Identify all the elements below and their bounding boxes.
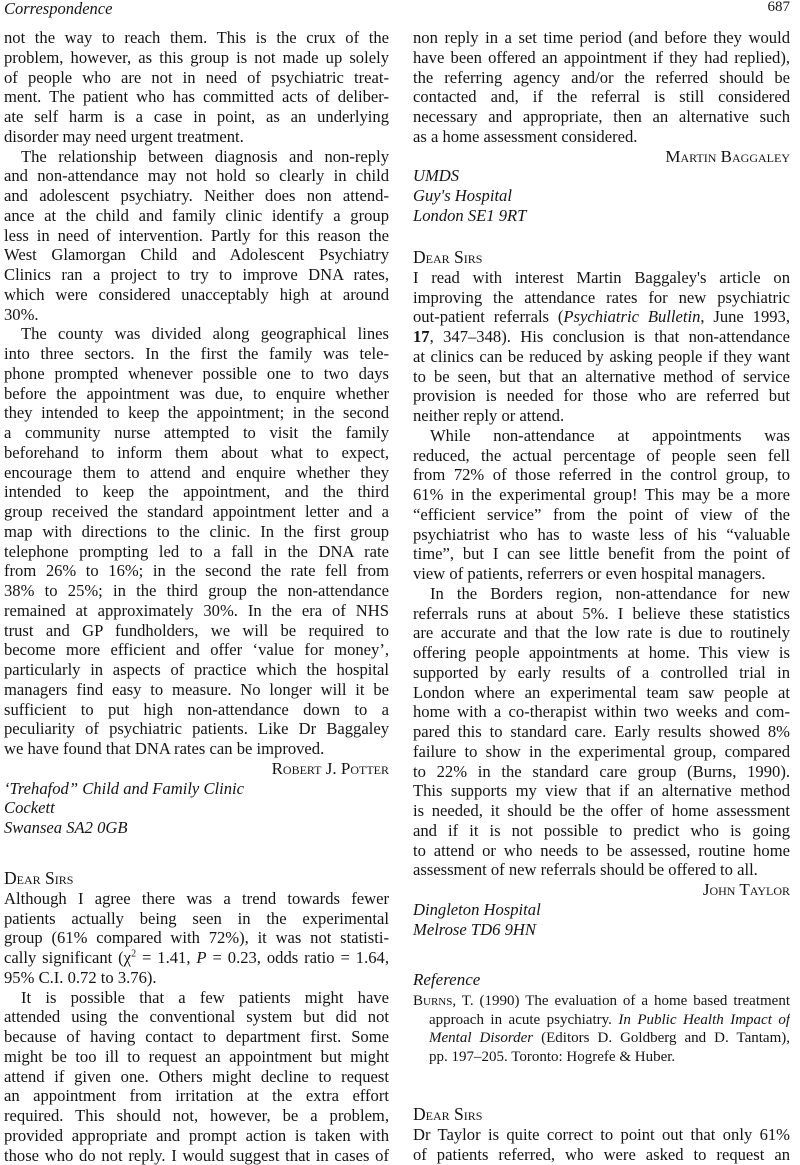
text-line <box>4 324 389 344</box>
paragraph <box>4 988 389 1165</box>
line-text: map with directions to the clinic. In the first group <box>4 522 389 541</box>
line-text: have been offered an appointment if they had replied), <box>413 48 790 67</box>
line-text: pared this to standard care. Early results showed 8% <box>413 722 790 741</box>
text-line <box>4 463 389 483</box>
line-text: West Glamorgan Child and Adolescent Psychiatry <box>4 245 389 264</box>
text-line <box>413 1048 790 1067</box>
text-line <box>413 992 790 1011</box>
text-line <box>413 485 790 505</box>
line-text: group received the standard appointment letter and a <box>4 502 389 521</box>
text-line <box>413 544 790 564</box>
paragraph <box>4 324 389 759</box>
text-line <box>4 305 389 325</box>
text-run: Mental Disorder <box>429 1030 533 1046</box>
letter-baggaley-part2 <box>413 28 790 226</box>
line-text <box>4 948 389 967</box>
salutation: Dear Sirs <box>413 248 790 268</box>
text-line <box>4 482 389 502</box>
line-text: phone prompted whenever possible one to two days <box>4 364 389 383</box>
paragraph <box>4 28 389 147</box>
text-line <box>4 889 389 909</box>
line-text: It is possible that a few patients might have <box>21 988 389 1007</box>
text-line <box>4 285 389 305</box>
signature: John Taylor <box>413 880 790 900</box>
line-text: peculiarity of psychiatric patients. Like Dr Baggaley <box>4 719 389 738</box>
line-text: time”, but I can see little benefit from the point of <box>413 544 790 563</box>
text-line <box>413 307 790 327</box>
line-text: “efficient service” from the point of view of the <box>413 505 790 524</box>
text-run: Psychiatric Bulletin <box>563 307 700 326</box>
text-line <box>413 127 790 147</box>
text-line <box>4 48 389 68</box>
text-line <box>413 525 790 545</box>
line-text: provided appropriate and prompt action is taken with <box>4 1126 389 1145</box>
line-text: ate self harm is a case in point, as an underlying <box>4 107 389 126</box>
text-line <box>4 245 389 265</box>
line-text: I read with interest Martin Baggaley's article on <box>413 268 790 287</box>
line-text: from 72% of those referred in the control group, to <box>413 465 790 484</box>
line-text: contacted and, if the referral is still considered <box>413 87 790 106</box>
address-line: Guy's Hospital <box>413 186 790 206</box>
text-line <box>4 640 389 660</box>
text-line <box>4 265 389 285</box>
line-text: improving the attendance rates for new psychiatric <box>413 288 790 307</box>
text-run: cally significant (χ <box>4 948 131 967</box>
paragraph <box>4 147 389 325</box>
text-line <box>413 1029 790 1048</box>
text-line <box>4 166 389 186</box>
address-line: Swansea SA2 0GB <box>4 818 389 838</box>
line-text: disorder may need urgent treatment. <box>4 127 244 146</box>
line-text: 95% C.I. 0.72 to 3.76). <box>4 968 157 987</box>
text-line <box>4 1067 389 1087</box>
line-text: encourage them to attend and enquire whether they <box>4 463 389 482</box>
line-text: and adolescent psychiatry. Neither does non attend- <box>4 186 389 205</box>
line-text: of patients referred, who were asked to request an <box>413 1145 790 1164</box>
text-line <box>4 948 389 968</box>
line-text: This supports my view that if an alternative method <box>413 781 790 800</box>
paragraph <box>413 426 790 584</box>
text-line <box>413 841 790 861</box>
line-text: home with a co-therapist within two weeks and com- <box>413 702 790 721</box>
line-text: Clinics ran a project to try to improve DNA rates, <box>4 265 389 284</box>
address-line: UMDS <box>413 166 790 186</box>
salutation: Dear Sirs <box>413 1105 790 1125</box>
text-run: In Public Health Impact of <box>618 1012 790 1028</box>
line-text: intended to keep the appointment, and the third <box>4 482 389 501</box>
text-line <box>413 68 790 88</box>
text-line <box>4 601 389 621</box>
text-line <box>413 781 790 801</box>
text-run: 2 <box>131 948 136 959</box>
paragraph <box>413 28 790 147</box>
line-text: group (61% compared with 72%), it was not statisti- <box>4 928 389 947</box>
line-text: The county was divided along geographical lines <box>21 324 389 343</box>
line-text: ment. The patient who has committed acts of deliber- <box>4 87 389 106</box>
text-line <box>4 1146 389 1165</box>
text-line <box>4 909 389 929</box>
line-text: and if it is not possible to predict who is going <box>413 821 790 840</box>
address-line: ‘Trehafod” Child and Family Clinic <box>4 779 389 799</box>
reference-section <box>413 970 790 1066</box>
letter-reply <box>413 1105 790 1164</box>
line-text: particularly in aspects of practice which the hospital <box>4 660 389 679</box>
text-line <box>4 621 389 641</box>
text-line <box>4 344 389 364</box>
text-line <box>4 127 389 147</box>
text-line <box>4 186 389 206</box>
text-line <box>413 801 790 821</box>
text-line <box>413 288 790 308</box>
text-line <box>413 821 790 841</box>
line-text: managers find easy to measure. No longer will it be <box>4 680 389 699</box>
text-run: Burns <box>413 993 452 1009</box>
text-line <box>413 28 790 48</box>
text-line <box>4 423 389 443</box>
text-line <box>413 604 790 624</box>
text-run: = 0.23, odds ratio = 1.64, <box>207 948 389 967</box>
text-line <box>4 384 389 404</box>
line-text: attend if given one. Others might decline to request <box>4 1067 389 1086</box>
text-line <box>413 722 790 742</box>
text-line <box>413 268 790 288</box>
line-text <box>429 1012 790 1028</box>
line-text: The relationship between diagnosis and non-reply <box>21 147 389 166</box>
text-line <box>4 968 389 988</box>
text-line <box>413 505 790 525</box>
line-text: neither reply or attend. <box>413 406 564 425</box>
reference-list <box>413 992 790 1066</box>
text-line <box>4 1106 389 1126</box>
line-text: ance at the child and family clinic identify a group <box>4 206 389 225</box>
line-text: London where an experimental team saw people at <box>413 683 790 702</box>
text-line <box>4 988 389 1008</box>
text-line <box>4 107 389 127</box>
text-line <box>413 107 790 127</box>
line-text: 61% in the experimental group! This may be a more <box>413 485 790 504</box>
letter-potter <box>4 28 389 838</box>
text-line <box>4 68 389 88</box>
text-line <box>4 522 389 542</box>
letter-body <box>413 1125 790 1165</box>
letter-body <box>4 889 389 1165</box>
line-text: an appointment from irritation at the extra effort <box>4 1086 389 1105</box>
text-run: = 1.41, <box>136 948 196 967</box>
line-text: which were considered unacceptably high at around <box>4 285 389 304</box>
text-run: 17 <box>413 327 430 346</box>
text-line <box>413 48 790 68</box>
line-text: attended using the conventional system but did not <box>4 1007 389 1026</box>
text-line <box>4 364 389 384</box>
text-line <box>413 347 790 367</box>
text-line <box>4 1086 389 1106</box>
line-text: 38% to 25%; in the third group the non-attendance <box>4 581 389 600</box>
line-text: from 26% to 16%; in the second the rate fell from <box>4 561 389 580</box>
reference-entry <box>413 992 790 1066</box>
text-line <box>413 327 790 347</box>
address-line: Melrose TD6 9HN <box>413 920 790 940</box>
line-text: might be too ill to request an appointment but might <box>4 1047 389 1066</box>
text-line <box>413 406 790 426</box>
text-line <box>413 762 790 782</box>
line-text: those who do not reply. I would suggest that in cases of <box>4 1146 389 1165</box>
signature: Robert J. Potter <box>4 759 389 779</box>
line-text: at clinics can be reduced by asking people if they want <box>413 347 790 366</box>
line-text: of people who are not in need of psychiatric treat- <box>4 68 389 87</box>
address-line: Cockett <box>4 798 389 818</box>
text-line <box>4 928 389 948</box>
line-text <box>413 327 790 346</box>
line-text: they intended to keep the appointment; in the second <box>4 403 389 422</box>
text-line <box>4 561 389 581</box>
text-line <box>413 87 790 107</box>
text-line <box>413 643 790 663</box>
letter-body <box>413 28 790 147</box>
text-line <box>413 564 790 584</box>
letter-body <box>413 268 790 880</box>
text-line <box>4 1007 389 1027</box>
line-text: is needed, it should be the offer of home assessment <box>413 801 790 820</box>
text-line <box>4 1126 389 1146</box>
text-line <box>4 502 389 522</box>
line-text: patients actually being seen in the experimental <box>4 909 389 928</box>
text-run: P <box>196 948 206 967</box>
line-text: to be seen, but that an alternative method of service <box>413 367 790 386</box>
line-text: Although I agree there was a trend towards fewer <box>4 889 389 908</box>
line-text: into three sectors. In the first the family was tele- <box>4 344 389 363</box>
line-text: sufficient to put high non-attendance down to a <box>4 700 389 719</box>
line-text: are accurate and that the low rate is due to routinely <box>413 623 790 642</box>
salutation: Dear Sirs <box>4 869 389 889</box>
text-run: , T. (1990) The evaluation of a home based treatment <box>452 993 790 1009</box>
line-text: provision is needed for those who are referred but <box>413 386 790 405</box>
page-number: 687 <box>768 0 791 16</box>
text-line <box>4 700 389 720</box>
text-line <box>413 367 790 387</box>
line-text: telephone prompting led to a fall in the DNA rate <box>4 542 389 561</box>
text-line <box>413 386 790 406</box>
text-line <box>4 719 389 739</box>
text-line <box>413 426 790 446</box>
line-text: referrals runs at about 5%. I believe these statistics <box>413 604 790 623</box>
text-line <box>4 542 389 562</box>
text-line <box>413 1125 790 1145</box>
text-line <box>413 742 790 762</box>
line-text: failure to show in the experimental group, compared <box>413 742 790 761</box>
line-text: supported by early results of a controlled trial in <box>413 663 790 682</box>
text-run: , 347–348). His conclusion is that non-attendance <box>430 327 790 346</box>
paragraph <box>413 268 790 426</box>
text-run: (Editors D. Goldberg and D. Tantam), <box>533 1030 790 1046</box>
text-run: approach in acute psychiatry. <box>429 1012 618 1028</box>
line-text: beforehand to inform them about what to expect, <box>4 443 389 462</box>
line-text: non reply in a set time period (and before they would <box>413 28 790 47</box>
text-line <box>4 206 389 226</box>
text-line <box>413 623 790 643</box>
text-line <box>4 87 389 107</box>
line-text: to attend or who needs to be assessed, routine home <box>413 841 790 860</box>
letter-baggaley-part1 <box>4 869 389 1165</box>
text-line <box>413 1011 790 1030</box>
text-line <box>413 584 790 604</box>
text-line <box>4 680 389 700</box>
line-text: because of having contact to department first. Some <box>4 1027 389 1046</box>
text-line <box>4 443 389 463</box>
text-line <box>4 660 389 680</box>
line-text: assessment of new referrals should be offered to all. <box>413 860 758 879</box>
paragraph <box>413 584 790 880</box>
line-text: reduced, the actual percentage of people seen fell <box>413 446 790 465</box>
line-text: less in need of intervention. Partly for this reason the <box>4 226 389 245</box>
line-text: before the appointment was due, to enquire whether <box>4 384 389 403</box>
line-text: In the Borders region, non-attendance for new <box>430 584 790 603</box>
text-line <box>413 683 790 703</box>
line-text: not the way to reach them. This is the crux of the <box>4 28 389 47</box>
paragraph <box>413 1125 790 1165</box>
line-text: psychiatrist who has to waste less of his “valuable <box>413 525 790 544</box>
line-text: remained at approximately 30%. In the era of NHS <box>4 601 389 620</box>
line-text: 30%. <box>4 305 39 324</box>
letter-taylor <box>413 248 790 939</box>
text-run: out-patient referrals ( <box>413 307 563 326</box>
line-text: as a home assessment considered. <box>413 127 637 146</box>
line-text: view of patients, referrers or even hospital managers. <box>413 564 765 583</box>
text-line <box>413 465 790 485</box>
text-run: , June 1993, <box>700 307 790 326</box>
running-title: Correspondence <box>4 0 112 19</box>
text-line <box>4 739 389 759</box>
paragraph <box>4 889 389 988</box>
text-line <box>4 226 389 246</box>
line-text: problem, however, as this group is not made up solely <box>4 48 389 67</box>
address-line: London SE1 9RT <box>413 206 790 226</box>
line-text: the referring agency and/or the referred should be <box>413 68 790 87</box>
line-text: While non-attendance at appointments was <box>430 426 790 445</box>
reference-heading: Reference <box>413 970 790 992</box>
text-line <box>4 1047 389 1067</box>
line-text: we have found that DNA rates can be improved. <box>4 739 324 758</box>
signature: Martin Baggaley <box>413 147 790 167</box>
line-text <box>429 1030 790 1046</box>
line-text: to 22% in the standard care group (Burns, 1990). <box>413 762 790 781</box>
line-text: trust and GP fundholders, we will be required to <box>4 621 389 640</box>
text-line <box>413 446 790 466</box>
line-text: become more efficient and offer ‘value for money’, <box>4 640 389 659</box>
line-text: and non-attendance may not hold so clearly in child <box>4 166 389 185</box>
letter-body <box>4 28 389 759</box>
line-text: offering people appointments at home. This view is <box>413 643 790 662</box>
text-line <box>413 860 790 880</box>
text-line <box>413 702 790 722</box>
line-text: Dr Taylor is quite correct to point out that only 61% <box>413 1125 790 1144</box>
text-line <box>413 1145 790 1165</box>
line-text <box>413 993 790 1009</box>
text-line <box>4 1027 389 1047</box>
line-text: necessary and appropriate, then an alternative such <box>413 107 790 126</box>
line-text: required. This should not, however, be a problem, <box>4 1106 389 1125</box>
text-line <box>4 403 389 423</box>
line-text <box>413 307 790 326</box>
text-line <box>4 147 389 167</box>
line-text: a community nurse attempted to visit the family <box>4 423 389 442</box>
address-line: Dingleton Hospital <box>413 900 790 920</box>
text-line <box>4 28 389 48</box>
text-line <box>4 581 389 601</box>
line-text: pp. 197–205. Toronto: Hogrefe & Huber. <box>429 1049 675 1065</box>
text-line <box>413 663 790 683</box>
